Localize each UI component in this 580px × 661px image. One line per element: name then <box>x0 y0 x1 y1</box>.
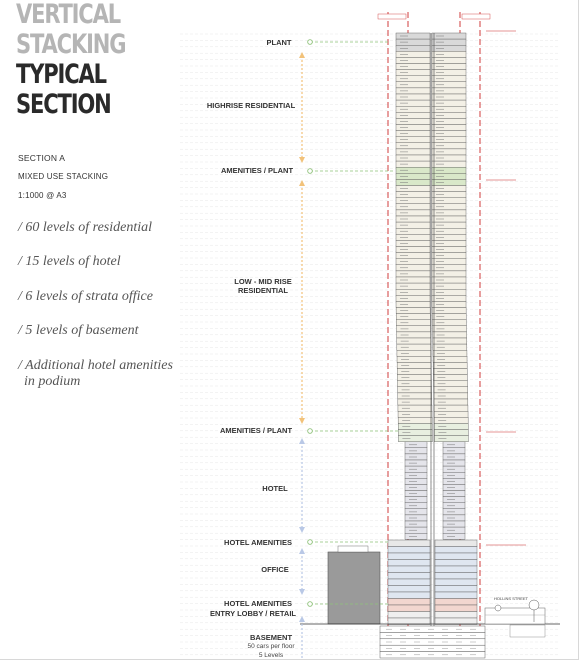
podium-floor-left <box>388 586 430 593</box>
label-lowmid-line2: RESIDENTIAL <box>237 286 288 295</box>
section-name: SECTION A <box>18 153 66 163</box>
stat-amenities-line2: in podium <box>24 374 81 389</box>
leader-dots <box>308 40 313 607</box>
podium-floor-left <box>388 573 430 580</box>
label-highrise-residential: HIGHRISE RESIDENTIAL <box>206 101 296 110</box>
podium-floor-right <box>435 553 477 560</box>
section-subtitle: MIXED USE STACKING <box>18 172 109 181</box>
podium-floor-left <box>388 579 430 586</box>
podium-floor-left <box>388 547 430 554</box>
stat-hotel: / 15 levels of hotel <box>18 254 121 269</box>
drawing-scale: 1:1000 @ A3 <box>18 191 67 200</box>
title-line-typical: TYPICAL <box>16 59 106 90</box>
podium-floor-left <box>388 566 430 573</box>
label-hotel-amenities: HOTEL AMENITIES <box>224 538 292 547</box>
stat-amenities-line1: / Additional hotel amenities <box>18 358 173 373</box>
label-basement: BASEMENT <box>249 633 293 642</box>
leader-lines <box>310 42 398 604</box>
label-entry-lobby-retail: ENTRY LOBBY / RETAIL <box>210 609 296 618</box>
podium-levels <box>388 540 477 625</box>
label-amenities-plant-upper: AMENITIES / PLANT <box>220 166 294 175</box>
label-amenities-plant-lower: AMENITIES / PLANT <box>219 426 293 435</box>
podium-floor-left <box>388 599 430 606</box>
podium-floor-left <box>388 560 430 567</box>
grid-tags <box>378 14 490 19</box>
stat-office: / 6 levels of strata office <box>18 289 153 304</box>
podium-floor-right <box>435 618 477 625</box>
podium-floor-left <box>388 605 430 612</box>
podium-floor-right <box>435 586 477 593</box>
label-lowmid-line1: LOW - MID RISE <box>234 277 292 286</box>
podium-floor-left <box>388 612 430 619</box>
podium-floor-left <box>388 618 430 625</box>
podium-floor-right <box>435 540 477 547</box>
podium-floor-right <box>435 566 477 573</box>
stat-residential: / 60 levels of residential <box>18 220 153 235</box>
podium-floor-left <box>388 540 430 547</box>
title-line-vertical: VERTICAL <box>16 0 120 30</box>
label-plant: PLANT <box>266 38 292 47</box>
title-line-stacking: STACKING <box>16 29 126 60</box>
label-street: HOLLINS STREET <box>493 596 528 601</box>
title-line-section: SECTION <box>16 89 111 120</box>
podium-floor-right <box>435 612 477 619</box>
street-section <box>485 600 545 637</box>
level-markers <box>486 31 526 545</box>
podium-floor-right <box>435 573 477 580</box>
podium-floor-left <box>388 592 430 599</box>
stat-basement: / 5 levels of basement <box>18 323 139 338</box>
podium-floor-right <box>435 599 477 606</box>
podium-floor-right <box>435 579 477 586</box>
podium-floor-left <box>388 553 430 560</box>
podium-floor-right <box>435 560 477 567</box>
podium-floor-right <box>435 605 477 612</box>
label-hotel-amenities-2: HOTEL AMENITIES <box>224 599 292 608</box>
basement-levels <box>380 626 485 658</box>
label-office: OFFICE <box>261 565 289 574</box>
label-hotel: HOTEL <box>262 484 288 493</box>
podium-roof-tag <box>338 546 368 552</box>
label-basement-note1: 50 cars per floor <box>247 643 295 650</box>
podium-block <box>328 552 380 624</box>
label-basement-note2: 5 Levels <box>258 652 284 659</box>
podium-floor-right <box>435 547 477 554</box>
podium-floor-right <box>435 592 477 599</box>
